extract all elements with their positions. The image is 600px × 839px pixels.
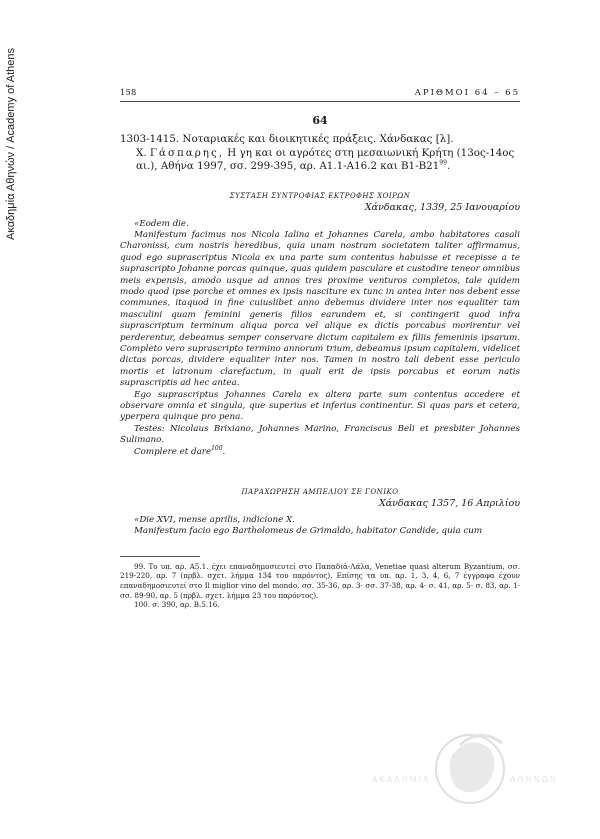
paragraph: «Die XVI, mense aprilis, indicione X. bbox=[134, 515, 295, 526]
footnotes bbox=[120, 562, 520, 610]
closing-text: Complere et dare bbox=[134, 446, 212, 457]
page bbox=[120, 88, 520, 610]
watermark-left: ΑΚΑΔΗΜΙΑ bbox=[372, 775, 431, 784]
bibliographic-entry bbox=[120, 133, 520, 174]
footnote-99: 99. Το υπ. αρ. Α5.1. έχει επαναδημοσιευτεί στο Παπαδιά-Λάλα, Venetiae quasi alterum Byzantium, σσ. 219-220, αρ. 7 (πρβλ. σχετ. λήμμα 134 του παρόντος). Επίσης τα υπ. αρ. 1, 3, 4, 6, 7 έγγραφα έχουν επαναδημοσιευτεί στο Il miglior vino del mondo, σσ. 35-36, αρ. 3· σσ. 37-38, αρ. 4· σ. 41, αρ. 5· σ. 83, αρ. 1· σσ. 89-90, αρ. 5 (πρβλ. σχετ. λήμμα 23 του παρόντος). bbox=[120, 561, 520, 600]
paragraph: Testes: Nicolaus Brixiano, Johannes Marino, Franciscus Beli et presbiter Johannes Sulimano. bbox=[120, 423, 520, 446]
side-label: Ακαδημία Αθηνών / Academy of Athens bbox=[5, 47, 17, 240]
academy-watermark bbox=[360, 725, 580, 815]
footnote-ref-99: 99 bbox=[439, 159, 447, 167]
document-title-1: ΣΥΣΤΑΣΗ ΣΥΝΤΡΟΦΙΑΣ ΕΚΤΡΟΦΗΣ ΧΟΙΡΩΝ bbox=[229, 191, 411, 200]
running-header bbox=[120, 88, 520, 101]
spacer bbox=[120, 458, 520, 480]
place-date-2: Χάνδακας 1357, 16 Απριλίου bbox=[378, 498, 520, 510]
citation-text: Η γη και οι αγρότες στη μεσαιωνική Κρήτη (13ος-14ος αι.), Αθήνα 1997, σσ. 299-395, αρ. Α1.1-Α16.2 και Β1-Β21 bbox=[136, 146, 515, 172]
paragraph: Manifestum facio ego Bartholomeus de Grimaldo, habitator Candide, quia cum bbox=[134, 526, 483, 537]
section-heading: ΑΡΙΘΜΟΙ 64 – 65 bbox=[414, 88, 520, 98]
entry-citation bbox=[120, 147, 520, 174]
place-date-1: Χάνδακας, 1339, 25 Ιανουαρίου bbox=[364, 201, 520, 213]
footnote-100: 100. σ. 390, αρ. Β.5.16. bbox=[134, 600, 220, 610]
paragraph: Manifestum facimus nos Nicola Ialina et Johannes Carela, ambo habitatores casali Charonissi, cum nostris heredibus, quia unam nostram societatem taliter affirmamus, quod ego suprascriptus Nicola ex una parte sum contentus habuisse et recepisse a te suprascripto Johanne porcas quinque, quas quidem pasculare et custodire teneor omnibus meis expensis, amodo usque ad annos tres proxime venturos completos, tale quidem modo quod ipse porche et omnes ex ipsis nasciture ex tunc in antea inter nos debent esse communes, itaquod in fine cuiuslibet anno debemus dividere inter nos equaliter tam masculini quam feminini generis filios earundem et, si contingerit quod infra suprascriptum terminum aliqua porca vel alique ex dictis porcabus morirentur vel perderentur, debeamus semper conservare dictum capitalem ex filiis femeninis ipsarum. Completo vero suprascripto termino annorum trium, debeamus ipsum capitalem, videlicet dictas porcas, dividere equaliter inter nos. Tamen in nostro tali debent esse periculo mortis et latronum clarefactum, in quali erit de ipsis porcabus et eorum natis suprascriptis ad hec antea. bbox=[120, 229, 520, 389]
author-name: Γάσπαρης, bbox=[149, 146, 225, 159]
author-initial: Χ. bbox=[136, 146, 147, 159]
paragraph: Complere et dare$^{100}$. bbox=[134, 444, 226, 457]
document-text-2 bbox=[120, 515, 520, 538]
watermark-right: ΑΘΗΝΩΝ bbox=[510, 775, 558, 784]
document-text-1 bbox=[120, 219, 520, 459]
paragraph: «Eodem die. bbox=[134, 218, 189, 229]
document-number: 64 bbox=[312, 114, 328, 127]
spacer bbox=[120, 174, 520, 184]
footnote-rule bbox=[120, 556, 200, 557]
footnote-ref-100: 100 bbox=[211, 444, 223, 452]
header-rule bbox=[120, 101, 520, 102]
paragraph: Ego suprascriptus Johannes Carela ex altera parte sum contentus accedere et observare omnia et singula, que superius et inferius continentur. Si quas pars et cetera, yperpera quinque pro pena. bbox=[120, 389, 520, 423]
entry-heading: 1303-1415. Νοταριακές και διοικητικές πράξεις. Χάνδακας [λ]. bbox=[120, 133, 454, 145]
athena-head-icon bbox=[360, 725, 580, 815]
page-number: 158 bbox=[120, 88, 137, 97]
citation-end: . bbox=[446, 160, 451, 172]
document-title-2: ΠΑΡΑΧΩΡΗΣΗ ΑΜΠΕΛΙΟΥ ΣΕ ΓΟΝΙΚΟ bbox=[241, 488, 399, 497]
